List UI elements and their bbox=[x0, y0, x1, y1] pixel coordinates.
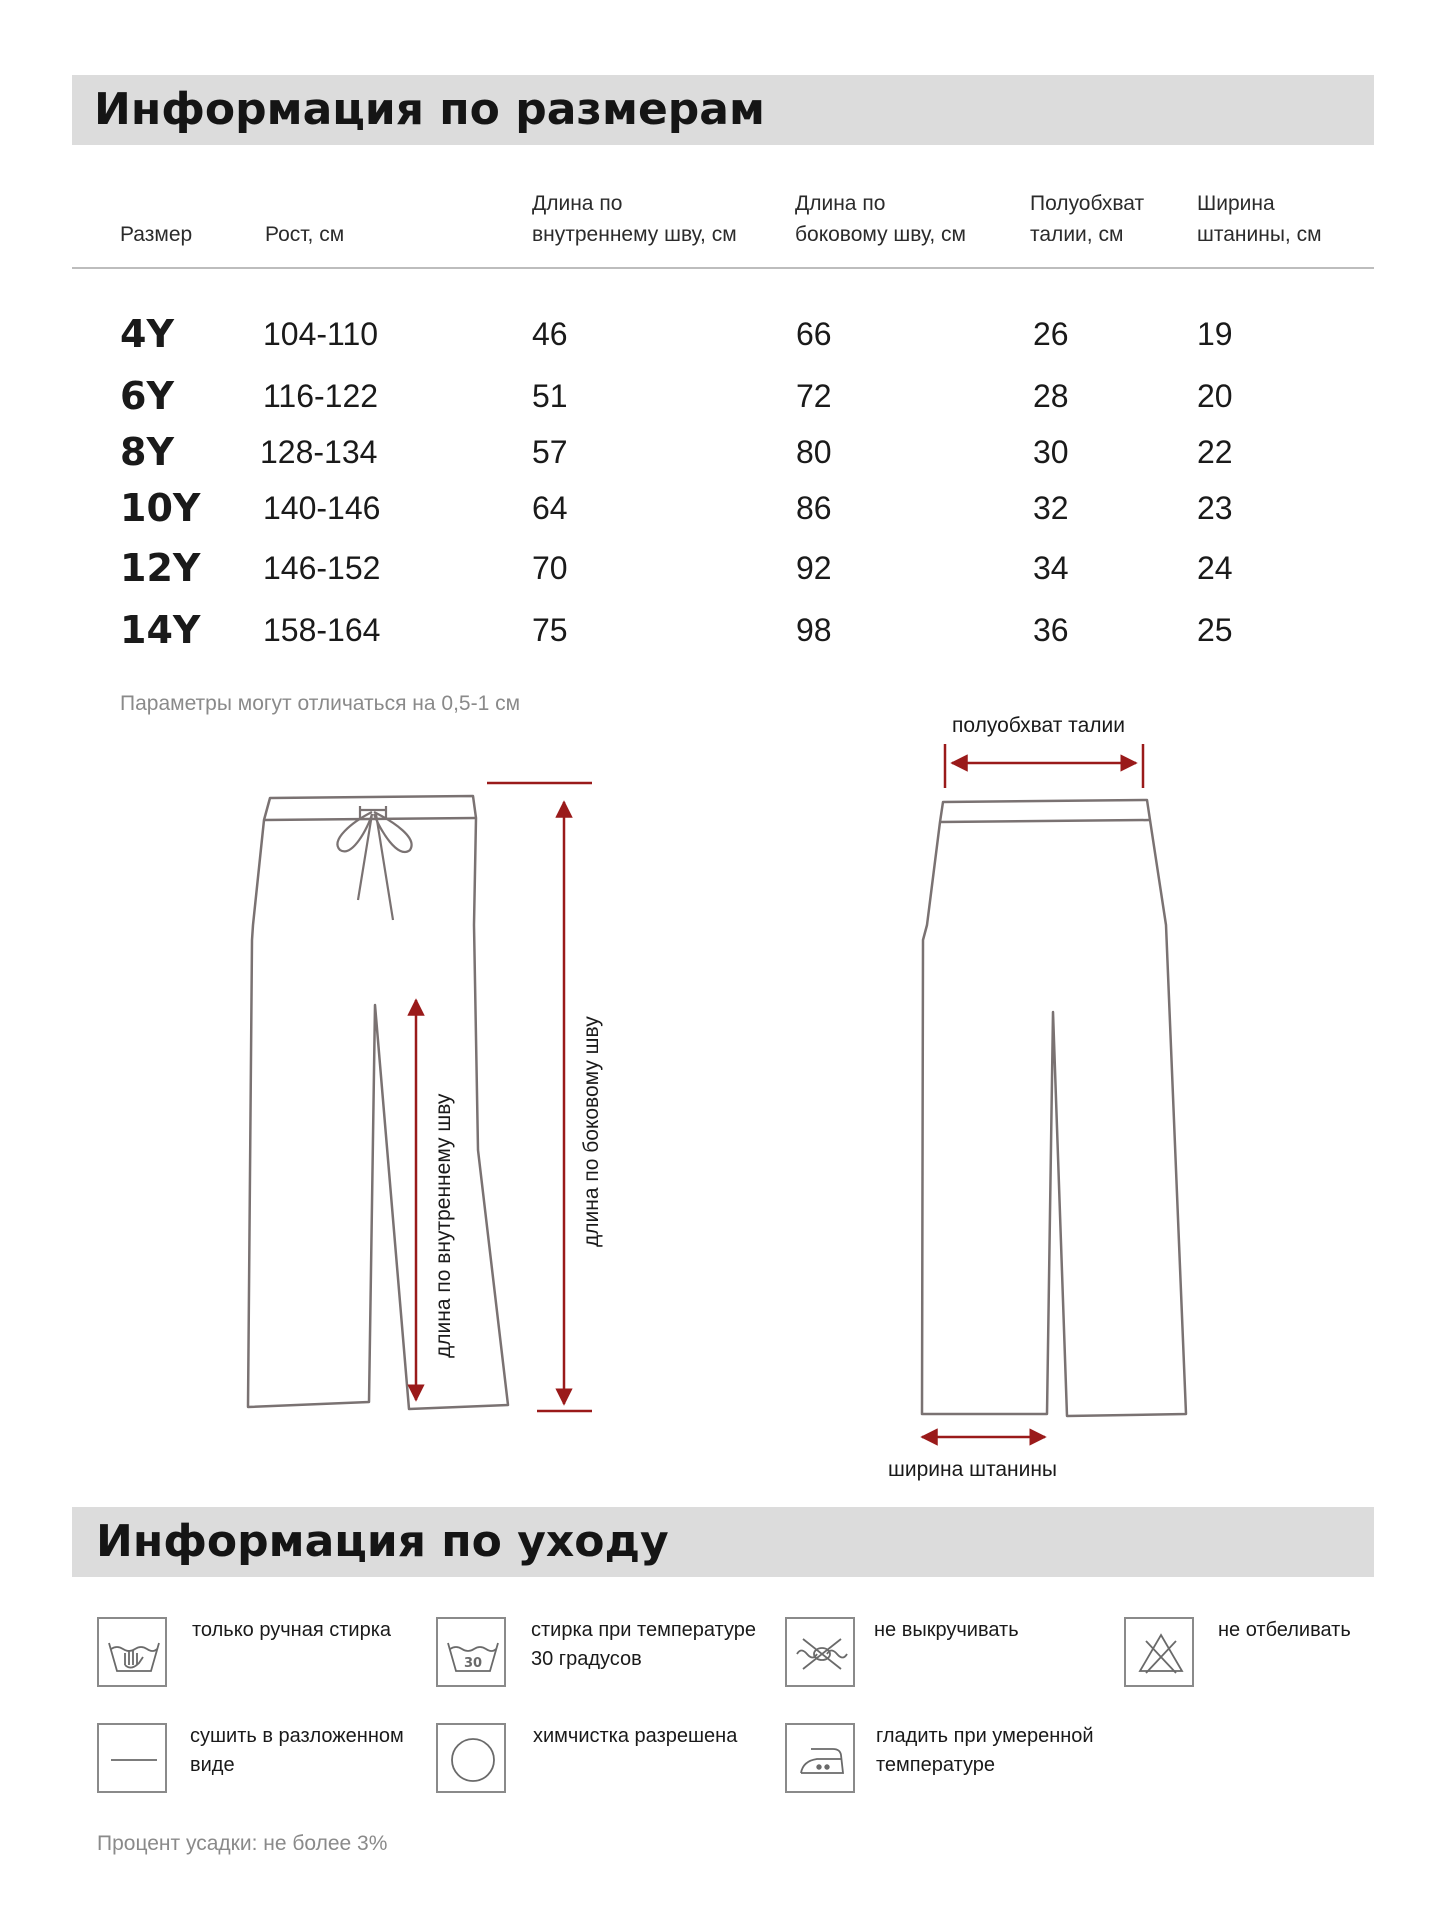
cell-size: 14Y bbox=[120, 608, 201, 652]
hand-wash-icon bbox=[97, 1617, 167, 1687]
wash-30-icon-text: 30 bbox=[463, 1656, 483, 1671]
leg-width-label: ширина штанины bbox=[888, 1458, 1058, 1481]
cell-inseam: 70 bbox=[532, 550, 568, 586]
dry-flat-text: сушить в разложенном виде bbox=[190, 1725, 404, 1776]
size-section-title: Информация по размерам bbox=[94, 84, 765, 135]
cell-waist: 26 bbox=[1033, 316, 1069, 352]
cell-side: 80 bbox=[796, 434, 832, 470]
waist-label: полуобхват талии bbox=[952, 714, 1125, 737]
header-leg-line2: штанины, см bbox=[1197, 223, 1322, 246]
cell-side: 66 bbox=[796, 316, 832, 352]
cell-height: 146-152 bbox=[263, 550, 381, 586]
cell-inseam: 64 bbox=[532, 490, 568, 526]
wash-30-icon bbox=[436, 1617, 506, 1687]
header-height: Рост, см bbox=[265, 223, 345, 246]
dry-clean-icon bbox=[436, 1723, 506, 1793]
care-section-header bbox=[72, 1507, 1374, 1577]
cell-size: 12Y bbox=[120, 546, 201, 590]
header-leg-line1: Ширина bbox=[1197, 192, 1275, 215]
wash-30-text: стирка при температуре 30 градусов bbox=[531, 1619, 756, 1670]
cell-inseam: 57 bbox=[532, 434, 568, 470]
cell-waist: 30 bbox=[1033, 434, 1069, 470]
shrinkage-note: Процент усадки: не более 3% bbox=[97, 1832, 388, 1855]
cell-height: 140-146 bbox=[263, 490, 381, 526]
size-variation-note: Параметры могут отличаться на 0,5-1 см bbox=[120, 692, 521, 715]
dry-clean-text: химчистка разрешена bbox=[533, 1725, 738, 1747]
cell-waist: 28 bbox=[1033, 378, 1069, 414]
cell-leg: 20 bbox=[1197, 378, 1233, 414]
cell-inseam: 75 bbox=[532, 612, 568, 648]
do-not-bleach-text: не отбеливать bbox=[1218, 1619, 1351, 1641]
header-side-line2: боковому шву, см bbox=[795, 223, 966, 246]
cell-side: 72 bbox=[796, 378, 832, 414]
cell-side: 86 bbox=[796, 490, 832, 526]
inseam-label: длина по внутреннему шву bbox=[432, 1093, 455, 1358]
hand-wash-text: только ручная стирка bbox=[192, 1619, 392, 1641]
drawstring-icon bbox=[338, 806, 412, 920]
do-not-wring-icon bbox=[785, 1617, 855, 1687]
do-not-bleach-icon bbox=[1124, 1617, 1194, 1687]
cell-leg: 22 bbox=[1197, 434, 1233, 470]
cell-leg: 25 bbox=[1197, 612, 1233, 648]
cell-leg: 23 bbox=[1197, 490, 1233, 526]
cell-inseam: 46 bbox=[532, 316, 568, 352]
cell-waist: 34 bbox=[1033, 550, 1069, 586]
cell-waist: 32 bbox=[1033, 490, 1069, 526]
cell-height: 128-134 bbox=[260, 434, 378, 470]
cell-size: 4Y bbox=[120, 312, 174, 356]
cell-height: 116-122 bbox=[263, 378, 379, 414]
cell-height: 158-164 bbox=[263, 612, 381, 648]
header-waist-line1: Полуобхват bbox=[1030, 192, 1145, 215]
cell-leg: 24 bbox=[1197, 550, 1233, 586]
cell-height: 104-110 bbox=[263, 316, 379, 352]
side-seam-label: длина по боковому шву bbox=[580, 1016, 603, 1247]
pants-back-outline bbox=[922, 800, 1186, 1416]
pants-front-outline bbox=[248, 796, 508, 1409]
iron-medium-icon bbox=[785, 1723, 855, 1793]
header-size: Размер bbox=[120, 223, 193, 246]
cell-waist: 36 bbox=[1033, 612, 1069, 648]
cell-size: 8Y bbox=[120, 430, 174, 474]
cell-size: 6Y bbox=[120, 374, 174, 418]
care-section-title: Информация по уходу bbox=[96, 1516, 669, 1567]
header-inseam-line2: внутреннему шву, см bbox=[532, 223, 737, 246]
do-not-wring-text: не выкручивать bbox=[874, 1619, 1019, 1641]
header-side-line1: Длина по bbox=[795, 192, 886, 215]
cell-size: 10Y bbox=[120, 486, 201, 530]
cell-leg: 19 bbox=[1197, 316, 1233, 352]
cell-side: 98 bbox=[796, 612, 832, 648]
header-inseam-line1: Длина по bbox=[532, 192, 623, 215]
dry-flat-icon bbox=[97, 1723, 167, 1793]
iron-medium-text: гладить при умеренной температуре bbox=[876, 1725, 1094, 1776]
header-waist-line2: талии, см bbox=[1030, 223, 1124, 246]
cell-side: 92 bbox=[796, 550, 832, 586]
cell-inseam: 51 bbox=[532, 378, 568, 414]
